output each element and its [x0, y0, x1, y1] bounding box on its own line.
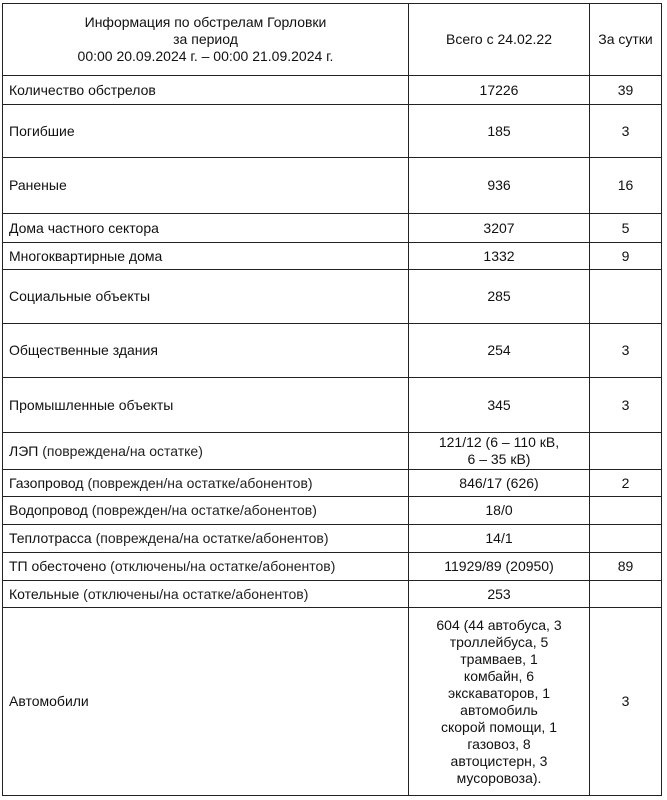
- row-total-line: автомобиль: [460, 701, 538, 718]
- table-row: [3, 608, 662, 796]
- row-label-text: ТП обесточено: [9, 558, 107, 574]
- row-label: [3, 497, 409, 525]
- row-total: 11929/89 (20950): [409, 553, 590, 581]
- row-total-line: троллейбуса, 5: [449, 633, 549, 650]
- row-note: (повреждена/на остатке): [42, 442, 203, 459]
- row-note: (отключены/на остатке/абонентов): [83, 585, 309, 602]
- row-total: 3207: [409, 214, 590, 243]
- table-row: [3, 105, 662, 158]
- row-total: 345: [409, 378, 590, 433]
- row-total: 18/0: [409, 497, 590, 525]
- table-row: [3, 525, 662, 553]
- row-label-text: Количество обстрелов: [9, 81, 156, 98]
- row-total-line: газовоз, 8: [467, 735, 531, 752]
- row-day: [590, 581, 662, 608]
- row-total: [409, 433, 590, 470]
- row-day: [590, 433, 662, 470]
- row-day: 16: [590, 158, 662, 214]
- row-label-text: Автомобили: [9, 693, 89, 709]
- row-label: [3, 378, 409, 433]
- row-total-line: экскаваторов, 1: [447, 684, 551, 701]
- row-label: [3, 581, 409, 608]
- row-note: (поврежден/на остатке/абонентов): [91, 502, 317, 518]
- row-label: [3, 243, 409, 270]
- table-header-row: [3, 4, 662, 76]
- table-row: [3, 214, 662, 243]
- report-title-line-1: Информация по обстрелам Горловки: [84, 14, 327, 30]
- row-label: [3, 324, 409, 378]
- row-label-text: ЛЭП: [9, 442, 39, 459]
- row-day: [590, 497, 662, 525]
- row-note: (отключены/на остатке/абонентов): [110, 558, 336, 574]
- row-label: [3, 76, 409, 105]
- row-label: [3, 525, 409, 553]
- report-title-line-2: за период: [173, 31, 238, 47]
- row-label: [3, 214, 409, 243]
- row-total-line: трамваев, 1: [460, 650, 538, 667]
- table-row: [3, 497, 662, 525]
- row-day: 3: [590, 105, 662, 158]
- report-title: [3, 4, 409, 76]
- report-period: 00:00 20.09.2024 г. – 00:00 21.09.2024 г.: [77, 48, 334, 64]
- row-total: 14/1: [409, 525, 590, 553]
- row-day: [590, 525, 662, 553]
- row-total-line: 121/12 (6 – 110 кВ,: [438, 434, 560, 450]
- row-total: 285: [409, 270, 590, 324]
- row-day: 2: [590, 470, 662, 497]
- row-day: 89: [590, 553, 662, 581]
- table-row: [3, 581, 662, 608]
- row-label: [3, 158, 409, 214]
- row-label-text: Теплотрасса: [9, 530, 92, 546]
- row-total-line: автоцистерн, 3: [450, 752, 548, 769]
- row-day: 3: [590, 324, 662, 378]
- row-total: [409, 608, 590, 796]
- table-row: [3, 553, 662, 581]
- row-day: 39: [590, 76, 662, 105]
- row-total: 254: [409, 324, 590, 378]
- row-label-text: Газопровод: [9, 474, 84, 491]
- row-total-line: скорой помощи, 1: [440, 718, 558, 735]
- row-total: 846/17 (626): [409, 470, 590, 497]
- row-day: 3: [590, 608, 662, 796]
- row-label-text: Котельные: [9, 585, 80, 602]
- row-label-text: Промышленные объекты: [9, 396, 174, 413]
- row-total-line: комбайн, 6: [463, 667, 535, 684]
- row-note: (поврежден/на остатке/абонентов): [87, 474, 313, 491]
- shelling-report-table: [2, 3, 662, 796]
- row-label-text: Раненые: [9, 177, 67, 193]
- row-total-line: мусоровоза).: [456, 769, 542, 786]
- row-label: [3, 270, 409, 324]
- row-label: [3, 553, 409, 581]
- row-label: [3, 433, 409, 470]
- row-label: [3, 608, 409, 796]
- row-day: [590, 270, 662, 324]
- row-day: 5: [590, 214, 662, 243]
- row-total: 185: [409, 105, 590, 158]
- table-row: [3, 243, 662, 270]
- row-total: 253: [409, 581, 590, 608]
- table-row: [3, 378, 662, 433]
- row-total-line: 604 (44 автобуса, 3: [436, 616, 562, 633]
- table-row: [3, 433, 662, 470]
- row-total: 17226: [409, 76, 590, 105]
- row-label-text: Водопровод: [9, 502, 88, 518]
- table-row: [3, 270, 662, 324]
- row-label-text: Дома частного сектора: [9, 219, 159, 236]
- row-label-text: Социальные объекты: [9, 288, 151, 304]
- table-row: [3, 158, 662, 214]
- row-label-text: Общественные здания: [9, 342, 158, 358]
- table-row: [3, 76, 662, 105]
- row-total: 1332: [409, 243, 590, 270]
- column-header-day: За сутки: [590, 4, 662, 76]
- row-label: [3, 105, 409, 158]
- row-note: (повреждена/на остатке/абонентов): [95, 530, 329, 546]
- row-label-text: Погибшие: [9, 122, 75, 139]
- row-label: [3, 470, 409, 497]
- column-header-total: Всего с 24.02.22: [409, 4, 590, 76]
- table-row: [3, 470, 662, 497]
- table-row: [3, 324, 662, 378]
- row-total: 936: [409, 158, 590, 214]
- row-day: 9: [590, 243, 662, 270]
- row-total-line: 6 – 35 кВ): [467, 451, 531, 467]
- row-label-text: Многоквартирные дома: [9, 247, 163, 264]
- row-day: 3: [590, 378, 662, 433]
